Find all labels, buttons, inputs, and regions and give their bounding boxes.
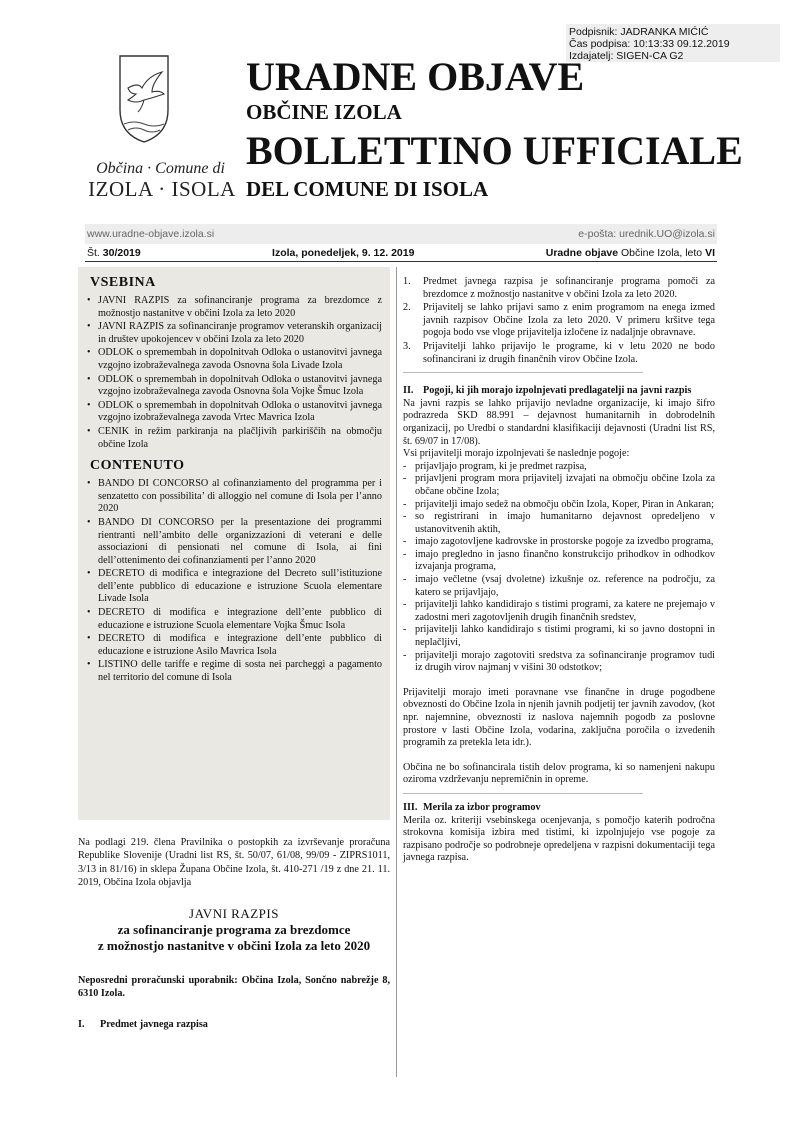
conditions-list [403, 461, 715, 675]
list-item: - imajo večletne (vsaj dvoletne) izkušnje oz. reference na področju, za katero se prijavljajo, [403, 574, 715, 599]
masthead-title-sl: URADNE OBJAVE [246, 54, 585, 99]
toc-item[interactable]: • JAVNI RAZPIS za sofinanciranje programov veteranskih organizacij in društev upokojencev v občini Izola za leto 2020 [86, 321, 382, 346]
list-item: 2. Prijavitelj se lahko prijavi samo z enim programom na enega izmed javnih razpisov Občine Izola za leto 2020. V primeru kršitve tega pogoja bodo vse vloge prijavitelja izločene iz nadaljnje obravnave. [403, 302, 715, 339]
issue-bar [85, 245, 717, 262]
list-item: - prijavljajo program, ki je predmet razpisa, [403, 461, 715, 474]
razpis-title-line-3: z možnostjo nastanitve v občini Izola za leto 2020 [97, 937, 371, 953]
right-column [403, 276, 715, 865]
no-cofinancing-paragraph: Občina ne bo sofinancirala tistih delov programa, ki so namenjeni nakupu oziroma vzdrževanju nepremičnin in opreme. [403, 761, 715, 786]
toc-item[interactable]: • BANDO DI CONCORSO per la presentazione dei programmi rientranti nell’ambito delle organizzazioni di veterani e delle associazioni di pensionati nel comune di Isola, ai fini dell’ottenimento dei cofinanziamenti per l’anno 2020 [86, 517, 382, 567]
toc-heading-it: CONTENUTO [90, 458, 185, 474]
section-2-heading: II. Pogoji, ki jih morajo izpolnjevati predlagatelji na javni razpis [403, 385, 692, 397]
signature-time: Čas podpisa: 10:13:33 09.12.2019 [569, 38, 730, 50]
masthead-title-it: BOLLETTINO UFFICIALE [246, 128, 743, 173]
list-item: - prijavitelji morajo zagotoviti sredstva za sofinanciranje programov tudi iz drugih virov najmanj v višini 30 odstotkov; [403, 650, 715, 675]
razpis-title-line-1: JAVNI RAZPIS [189, 905, 279, 921]
conditions-intro: Vsi prijavitelji morajo izpolnjevati še naslednje pogoje: [403, 448, 630, 460]
list-item: - prijavitelji imajo sedež na območju občin Izola, Koper, Piran in Ankaran; [403, 499, 715, 512]
issue-date: Izola, ponedeljek, 9. 12. 2019 [272, 247, 415, 259]
list-item: - prijavitelji lahko kandidirajo s tistimi programi, ki so javno dostopni in neplačljivi, [403, 624, 715, 649]
toc-item[interactable]: • DECRETO di modifica e integrazione dell’ente pubblico di educazione e istruzione Asilo Mavrica Isola [86, 633, 382, 658]
toc-item[interactable]: • ODLOK o spremembah in dopolnitvah Odloka o ustanovitvi javnega vzgojno izobraževalnega zavoda Osnovna šola Vojke Šmuc Izola [86, 374, 382, 399]
toc-item[interactable]: • ODLOK o spremembah in dopolnitvah Odloka o ustanovitvi javnega vzgojno izobraževalnega zavoda Vrtec Mavrica Izola [86, 400, 382, 425]
list-item: 1. Predmet javnega razpisa je sofinanciranje programa pomoči za brezdomce z možnostjo nastanitve v občini Izola za leto 2020. [403, 276, 715, 300]
list-item: - prijavljeni program mora prijavitelj izvajati na območju občine Izola za občane občine Izola; [403, 473, 715, 498]
table-of-contents [78, 267, 390, 820]
toc-item[interactable]: • DECRETO di modifica e integrazione dell’ente pubblico di educazione e istruzione Scuola elementare Vojka Šmuc Isola [86, 607, 382, 632]
intro-paragraph: Na podlagi 219. člena Pravilnika o postopkih za izvrševanje proračuna Republike Slovenije (Uradni list RS, št. 50/07, 61/08, 99/09 - ZIPRS1011, 3/13 in 81/16) in sklepa Župana Občine Izola, št. 410-271 /19 z dne 21. 11. 2019, Občina Izola objavlja [78, 837, 390, 889]
toc-item[interactable]: • BANDO DI CONCORSO al cofinanziamento del programma per i senzatetto con possibilita’ di alloggio nel comune di Isola per l’anno 2020 [86, 478, 382, 516]
toc-heading-sl: VSEBINA [90, 275, 156, 290]
website-link[interactable]: www.uradne-objave.izola.si [87, 228, 215, 240]
separator [403, 793, 643, 794]
digital-signature-box [566, 24, 780, 62]
budget-user: Neposredni proračunski uporabnik: Občina Izola, Sončno nabrežje 8, 6310 Izola. [78, 974, 390, 1000]
web-bar [85, 224, 717, 244]
section-3-text: Merila oz. kriteriji vsebinskega ocenjevanja, s pomočjo katerih področna strokovna komisija izbira med tistimi, ki izpolnjujejo vse pogoje za razpisano področje so podrobneje opredeljena v razpisni dokumentaciji tega javnega razpisa. [403, 814, 715, 864]
signature-issuer: Izdajatelj: SIGEN-CA G2 [569, 50, 684, 62]
list-item: 3. Prijavitelji lahko prijavijo le programe, ki v letu 2020 ne bodo sofinancirani iz drugih finančnih virov Občine Izola. [403, 340, 715, 365]
left-column [78, 836, 390, 1032]
section-1-heading: I. Predmet javnega razpisa [78, 1019, 208, 1031]
list-item: - so registrirani in imajo humanitarno dejavnost opredeljeno v ustanovitvenih aktih, [403, 511, 715, 536]
razpis-title-line-2: za sofinanciranje programa za brezdomce [117, 921, 351, 937]
email-link[interactable]: e-pošta: urednik.UO@izola.si [578, 228, 715, 240]
toc-item[interactable]: • CENIK in režim parkiranja na plačljivih parkiriščih na območju občine Izola [86, 426, 382, 451]
coat-of-arms-icon [118, 54, 170, 144]
obligations-paragraph: Prijavitelji morajo imeti poravnane vse finančne in druge pogodbene obveznosti do Občine Izola in njenih javnih podjetij ter javnih zavodov, (kot npr. najemnine, obveznosti iz naslova najemnih pogodb za poslovne prostore v lasti Občine Izola, vodarina, zaključna poročila o izvedenih programih za pretekla leta idr.). [403, 686, 715, 749]
list-item: - imajo zagotovljene kadrovske in prostorske pogoje za izvedbo programa, [403, 536, 715, 549]
issue-publication: Uradne objave Občine Izola, leto VI [545, 247, 715, 259]
section-2-intro: Na javni razpis se lahko prijavijo nevladne organizacije, ki imajo šifro podrazreda SKD 88.991 – dejavnost humanitarnih in dobrodelnih organizacij, po Uredbi o standardni klasifikaciji dejavnosti (Uradni list RS, št. 69/07 in 17/08). [403, 397, 715, 447]
masthead-subtitle-sl: OBČINE IZOLA [246, 100, 402, 124]
masthead-subtitle-it: DEL COMUNE DI ISOLA [246, 177, 489, 201]
razpis-title [78, 906, 390, 954]
list-item: - prijavitelji lahko kandidirajo s tistimi programi, za katere ne prejemajo v zadostni meri zagotovljenih drugih finančnih sredstev, [403, 599, 715, 624]
section-3-heading: III. Merila za izbor programov [403, 801, 541, 813]
column-divider [396, 267, 397, 1077]
logo-comune-text: Občina · Comune di [96, 160, 225, 177]
logo-isola-text: IZOLA · ISOLA [88, 177, 236, 201]
toc-item[interactable]: • ODLOK o spremembah in dopolnitvah Odloka o ustanovitvi javnega vzgojno izobraževalnega zavoda Osnovna šola Livade Izola [86, 347, 382, 372]
toc-item[interactable]: • JAVNI RAZPIS za sofinanciranje programa za brezdomce z možnostjo nastanitve v občini Izola za leto 2020 [86, 295, 382, 320]
toc-item[interactable]: • DECRETO di modifica e integrazione del Decreto sull’istituzione dell’ente pubblico di educazione e istruzione Scuola elementare Livade Isola [86, 568, 382, 606]
toc-list-it [86, 478, 382, 685]
separator [403, 372, 643, 373]
issue-number: Št. 30/2019 [87, 247, 141, 259]
toc-item[interactable]: • LISTINO delle tariffe e regime di sosta nei parcheggi a pagamento nel territorio del comune di Isola [86, 659, 382, 684]
signature-signer: Podpisnik: JADRANKA MIĆIĆ [569, 26, 709, 38]
toc-list-sl [86, 295, 382, 451]
section-1-list [403, 276, 715, 366]
list-item: - imajo pregledno in jasno finančno konstrukcijo prihodkov in odhodkov izvajanja programa, [403, 549, 715, 574]
